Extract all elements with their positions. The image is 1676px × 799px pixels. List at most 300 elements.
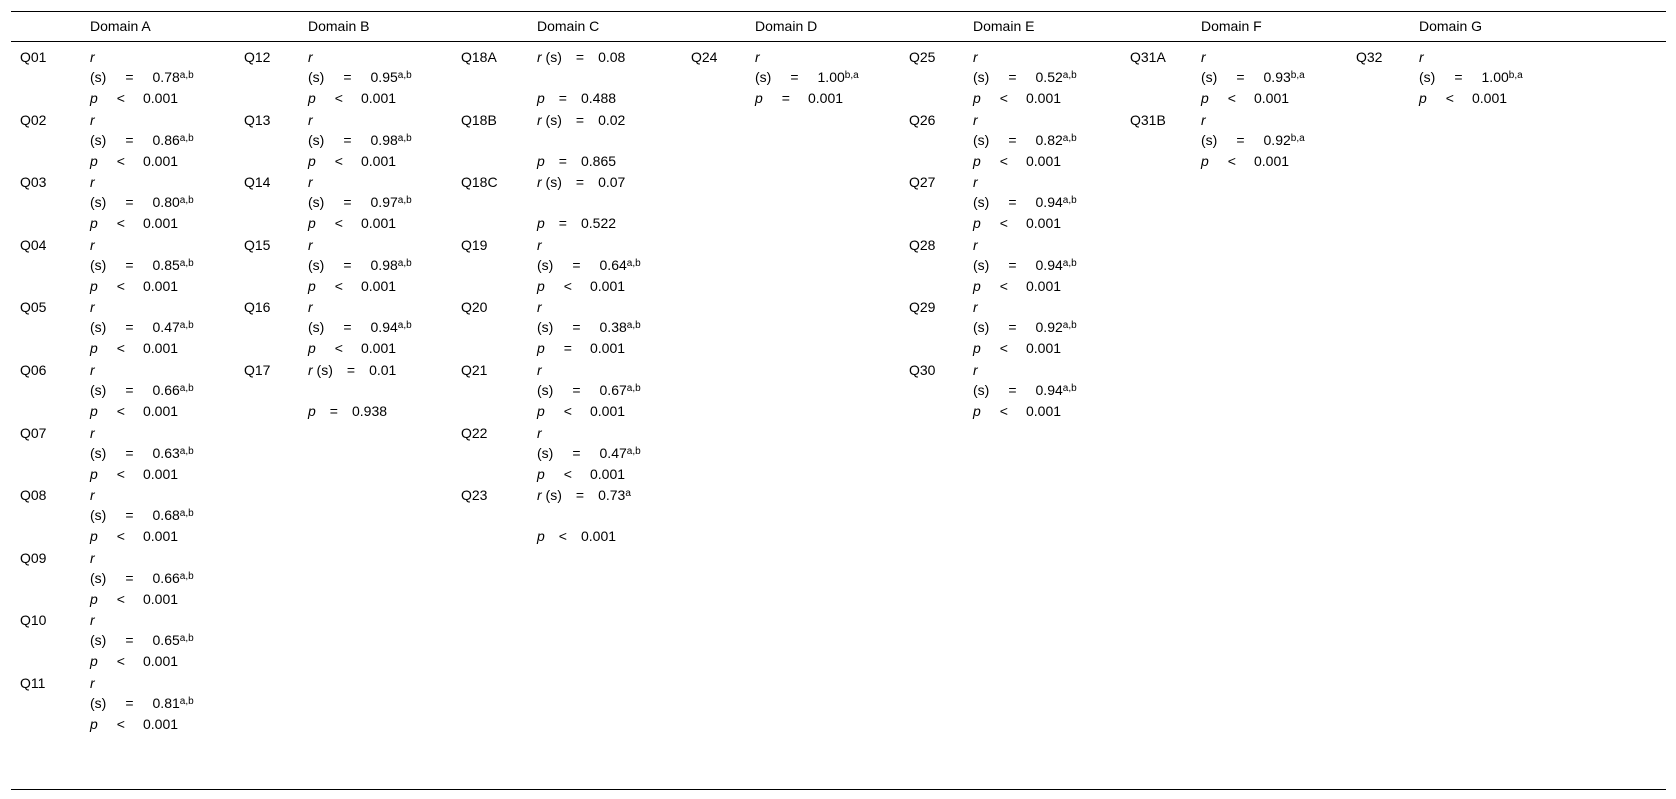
correlation-value: 0.78: [152, 69, 180, 85]
stat-line: [90, 194, 194, 210]
stat-line: [537, 237, 542, 253]
r-symbol: r: [308, 174, 313, 191]
question-id: Q11: [20, 675, 46, 691]
significance-marker: a,b: [179, 257, 194, 269]
r-symbol: r: [90, 236, 95, 253]
significance-marker: a,b: [179, 508, 194, 520]
p-value: 0.001: [142, 215, 179, 232]
stat-line: [537, 487, 631, 503]
table-row: [20, 487, 420, 550]
significance-marker: a,b: [1062, 320, 1077, 332]
table-row: [20, 612, 420, 675]
p-symbol: p: [973, 90, 981, 106]
significance-marker: a: [625, 488, 631, 500]
p-symbol: p: [90, 90, 98, 106]
significance-marker: a,b: [626, 445, 641, 457]
s-label: (s): [308, 319, 325, 336]
table-row: [461, 299, 861, 362]
s-label: (s): [312, 362, 333, 378]
stat-line: [90, 362, 95, 378]
p-value: 0.938: [351, 403, 388, 419]
question-id: Q09: [20, 549, 47, 566]
r-symbol: r: [308, 111, 313, 128]
p-value: 0.001: [589, 403, 626, 419]
p-value: 0.001: [142, 152, 179, 169]
stat-line: [973, 362, 978, 378]
s-label: (s): [90, 256, 107, 273]
comparison-operator: <: [334, 152, 343, 169]
r-symbol: r: [537, 236, 542, 253]
equals-sign: =: [125, 444, 134, 461]
correlation-value: 0.47: [599, 444, 627, 461]
comparison-operator: =: [781, 90, 790, 106]
correlation-value: 0.66: [152, 382, 180, 398]
s-label: (s): [973, 382, 990, 398]
s-label: (s): [541, 174, 562, 191]
stat-line: [90, 487, 95, 503]
r-symbol: r: [1201, 49, 1206, 65]
significance-marker: b,a: [1290, 70, 1305, 81]
s-label: (s): [537, 256, 554, 273]
domain-header-e: Domain E: [973, 18, 1035, 34]
p-value: 0.001: [1253, 152, 1290, 169]
stat-line: [308, 299, 313, 315]
correlation-value: 0.86: [152, 131, 180, 148]
stat-line: [755, 69, 859, 85]
r-symbol: r: [90, 362, 95, 378]
question-id: Q22: [461, 424, 488, 441]
question-id: Q19: [461, 236, 488, 253]
question-id: Q08: [20, 487, 47, 504]
equals-sign: =: [1008, 69, 1017, 85]
equals-sign: =: [125, 194, 134, 211]
stat-line: [308, 403, 387, 419]
table-row: [1356, 49, 1676, 112]
equals-sign: =: [343, 319, 352, 336]
significance-marker: a,b: [179, 445, 194, 457]
p-symbol: p: [537, 528, 545, 545]
p-value: 0.001: [142, 465, 179, 482]
table-row: [909, 174, 1309, 237]
equals-sign: =: [1236, 131, 1245, 148]
equals-sign: =: [1008, 319, 1017, 336]
s-label: (s): [537, 382, 554, 398]
stat-line: [308, 174, 313, 190]
question-id: Q18C: [461, 174, 498, 191]
equals-sign: =: [572, 444, 581, 461]
p-symbol: p: [537, 277, 545, 294]
stat-line: [308, 362, 396, 378]
comparison-operator: <: [334, 340, 343, 357]
comparison-operator: =: [329, 403, 338, 419]
stat-line: [308, 257, 412, 273]
p-symbol: p: [90, 590, 98, 607]
stat-line: [90, 612, 95, 628]
stat-line: [973, 174, 978, 190]
stat-line: [90, 550, 95, 566]
p-symbol: p: [973, 277, 981, 294]
table-row: [909, 362, 1309, 425]
correlation-value: 0.66: [152, 569, 180, 586]
stat-line: [1201, 49, 1206, 65]
stat-line: [90, 49, 95, 65]
stat-line: [90, 466, 178, 482]
correlation-value: 0.93: [1263, 69, 1291, 85]
r-symbol: r: [537, 487, 542, 504]
p-symbol: p: [537, 403, 545, 419]
r-symbol: r: [90, 675, 95, 691]
significance-marker: a,b: [179, 633, 194, 645]
stat-line: [90, 528, 178, 544]
s-label: (s): [308, 194, 325, 211]
stat-line: [90, 340, 178, 356]
stat-line: [308, 132, 412, 148]
stat-line: [973, 299, 978, 315]
correlation-value: 0.82: [1035, 131, 1063, 148]
equals-sign: =: [346, 362, 356, 378]
significance-marker: b,a: [1290, 132, 1305, 144]
question-id: Q18B: [461, 111, 497, 128]
stat-line: [90, 90, 178, 106]
p-symbol: p: [973, 403, 981, 419]
comparison-operator: =: [558, 152, 567, 169]
p-symbol: p: [537, 340, 545, 357]
stat-line: [90, 653, 178, 669]
stat-line: [973, 90, 1061, 106]
question-id: Q28: [909, 236, 936, 253]
correlation-value: 1.00: [1481, 69, 1509, 85]
comparison-operator: <: [563, 465, 572, 482]
correlation-value: 0.38: [599, 319, 627, 336]
stat-line: [90, 445, 194, 461]
correlation-value: 0.94: [370, 319, 398, 336]
p-value: 0.001: [1471, 90, 1508, 106]
correlation-value: 0.07: [598, 174, 626, 191]
stat-line: [537, 112, 625, 128]
significance-marker: a,b: [179, 132, 194, 144]
correlation-value: 0.02: [598, 111, 626, 128]
question-id: Q10: [20, 612, 47, 629]
table-row: [461, 237, 861, 300]
stat-line: [308, 69, 412, 85]
s-label: (s): [541, 49, 562, 65]
significance-marker: a,b: [179, 195, 194, 207]
question-id: Q18A: [461, 49, 497, 65]
r-symbol: r: [308, 236, 313, 253]
s-label: (s): [973, 131, 990, 148]
equals-sign: =: [343, 194, 352, 211]
stat-line: [90, 69, 194, 85]
stat-line: [537, 174, 625, 190]
question-id: Q32: [1356, 49, 1383, 65]
stat-line: [973, 237, 978, 253]
stat-line: [755, 49, 760, 65]
stat-line: [537, 362, 542, 378]
equals-sign: =: [572, 382, 581, 398]
stat-line: [537, 90, 616, 106]
p-value: 0.001: [142, 528, 179, 545]
question-id: Q05: [20, 299, 47, 316]
comparison-operator: <: [116, 590, 125, 607]
r-symbol: r: [973, 362, 978, 378]
r-symbol: r: [90, 299, 95, 316]
p-symbol: p: [308, 277, 316, 294]
p-value: 0.001: [589, 465, 626, 482]
comparison-operator: <: [116, 340, 125, 357]
correlation-value: 0.65: [152, 632, 180, 649]
stat-line: [308, 340, 396, 356]
comparison-operator: <: [999, 403, 1008, 419]
correlation-value: 0.47: [152, 319, 180, 336]
p-value: 0.488: [580, 90, 617, 106]
comparison-operator: <: [334, 90, 343, 106]
table-row: [461, 487, 861, 550]
equals-sign: =: [1454, 69, 1463, 85]
p-value: 0.001: [360, 152, 397, 169]
comparison-operator: <: [116, 277, 125, 294]
stat-line: [1419, 69, 1523, 85]
significance-marker: b,a: [844, 70, 859, 81]
table-row: [461, 112, 861, 175]
comparison-operator: <: [999, 152, 1008, 169]
correlation-value: 0.68: [152, 507, 180, 524]
significance-marker: a,b: [626, 383, 641, 394]
p-value: 0.001: [580, 528, 617, 545]
table-row: [461, 174, 861, 237]
stat-line: [90, 632, 194, 648]
equals-sign: =: [1008, 194, 1017, 211]
equals-sign: =: [790, 69, 799, 85]
s-label: (s): [90, 131, 107, 148]
r-symbol: r: [308, 299, 313, 316]
stat-line: [537, 299, 542, 315]
r-symbol: r: [973, 174, 978, 191]
comparison-operator: <: [999, 90, 1008, 106]
question-id: Q31B: [1130, 111, 1166, 128]
significance-marker: a,b: [397, 320, 412, 332]
question-id: Q03: [20, 174, 47, 191]
significance-marker: a,b: [397, 257, 412, 269]
r-symbol: r: [537, 362, 542, 378]
p-value: 0.001: [360, 215, 397, 232]
r-symbol: r: [537, 111, 542, 128]
stat-line: [308, 153, 396, 169]
r-symbol: r: [1419, 49, 1424, 65]
significance-marker: a,b: [179, 70, 194, 81]
correlation-value: 0.08: [598, 49, 626, 65]
equals-sign: =: [575, 487, 585, 504]
significance-marker: a,b: [1062, 70, 1077, 81]
s-label: (s): [90, 194, 107, 211]
p-symbol: p: [308, 90, 316, 106]
results-table: [11, 11, 1666, 790]
table-row: [20, 425, 420, 488]
stat-line: [90, 507, 194, 523]
correlation-value: 0.92: [1263, 131, 1291, 148]
s-label: (s): [755, 69, 772, 85]
p-value: 0.001: [1025, 403, 1062, 419]
r-symbol: r: [90, 49, 95, 65]
r-symbol: r: [537, 424, 542, 441]
stat-line: [90, 174, 95, 190]
comparison-operator: <: [563, 403, 572, 419]
s-label: (s): [90, 319, 107, 336]
p-value: 0.001: [142, 590, 179, 607]
stat-line: [755, 90, 843, 106]
s-label: (s): [1419, 69, 1436, 85]
significance-marker: a,b: [179, 570, 194, 582]
equals-sign: =: [343, 131, 352, 148]
domain-header-a: Domain A: [90, 18, 151, 34]
equals-sign: =: [343, 69, 352, 85]
stat-line: [90, 112, 95, 128]
stat-line: [90, 591, 178, 607]
s-label: (s): [90, 569, 107, 586]
stat-line: [90, 237, 95, 253]
question-id: Q15: [244, 236, 271, 253]
stat-line: [90, 278, 178, 294]
stat-line: [537, 403, 625, 419]
significance-marker: a,b: [397, 70, 412, 81]
stat-line: [973, 257, 1077, 273]
stat-line: [90, 319, 194, 335]
question-id: Q20: [461, 299, 488, 316]
correlation-value: 0.94: [1035, 382, 1063, 398]
stat-line: [308, 278, 396, 294]
p-value: 0.001: [142, 90, 179, 106]
correlation-value: 0.63: [152, 444, 180, 461]
comparison-operator: <: [334, 277, 343, 294]
r-symbol: r: [90, 549, 95, 566]
equals-sign: =: [125, 256, 134, 273]
r-symbol: r: [537, 174, 542, 191]
significance-marker: a,b: [1062, 383, 1077, 394]
stat-line: [90, 570, 194, 586]
stat-line: [90, 425, 95, 441]
question-id: Q12: [244, 49, 271, 65]
comparison-operator: =: [563, 340, 572, 357]
r-symbol: r: [90, 424, 95, 441]
p-symbol: p: [537, 90, 545, 106]
correlation-value: 0.64: [599, 256, 627, 273]
table-row: [20, 675, 420, 738]
correlation-value: 0.52: [1035, 69, 1063, 85]
comparison-operator: <: [116, 215, 125, 232]
s-label: (s): [537, 319, 554, 336]
stat-line: [973, 215, 1061, 231]
comparison-operator: <: [116, 716, 125, 732]
r-symbol: r: [973, 299, 978, 316]
p-symbol: p: [90, 653, 98, 670]
s-label: (s): [308, 131, 325, 148]
stat-line: [537, 278, 625, 294]
stat-line: [308, 194, 412, 210]
stat-line: [90, 716, 178, 732]
stat-line: [308, 319, 412, 335]
equals-sign: =: [1008, 256, 1017, 273]
stat-line: [973, 382, 1077, 398]
stat-line: [90, 299, 95, 315]
r-symbol: r: [973, 111, 978, 128]
question-id: Q13: [244, 111, 271, 128]
p-symbol: p: [1201, 90, 1209, 106]
table-row: [461, 425, 861, 488]
stat-line: [973, 69, 1077, 85]
r-symbol: r: [537, 49, 542, 65]
equals-sign: =: [575, 111, 585, 128]
r-symbol: r: [1201, 111, 1206, 128]
question-id: Q21: [461, 362, 488, 378]
stat-line: [90, 675, 95, 691]
p-value: 0.001: [1025, 152, 1062, 169]
p-symbol: p: [537, 465, 545, 482]
equals-sign: =: [572, 319, 581, 336]
domain-header-c: Domain C: [537, 18, 600, 34]
r-symbol: r: [308, 362, 313, 378]
p-symbol: p: [90, 215, 98, 232]
significance-marker: a,b: [397, 132, 412, 144]
p-value: 0.001: [1025, 277, 1062, 294]
stat-line: [973, 319, 1077, 335]
significance-marker: a,b: [179, 696, 194, 707]
significance-marker: a,b: [179, 320, 194, 332]
s-label: (s): [973, 319, 990, 336]
comparison-operator: <: [116, 465, 125, 482]
p-symbol: p: [308, 340, 316, 357]
equals-sign: =: [575, 49, 585, 65]
stat-line: [537, 340, 625, 356]
question-id: Q06: [20, 362, 47, 378]
p-symbol: p: [308, 152, 316, 169]
correlation-value: 0.73: [598, 487, 626, 504]
stat-line: [90, 215, 178, 231]
table-row: [20, 550, 420, 613]
p-value: 0.001: [142, 403, 179, 419]
stat-line: [537, 466, 625, 482]
equals-sign: =: [125, 507, 134, 524]
s-label: (s): [1201, 131, 1218, 148]
p-symbol: p: [537, 215, 545, 232]
equals-sign: =: [125, 69, 134, 85]
comparison-operator: =: [558, 215, 567, 232]
comparison-operator: <: [999, 215, 1008, 232]
p-symbol: p: [308, 403, 316, 419]
r-symbol: r: [90, 174, 95, 191]
s-label: (s): [90, 69, 107, 85]
p-symbol: p: [973, 215, 981, 232]
question-id: Q27: [909, 174, 936, 191]
domain-header-g: Domain G: [1419, 18, 1483, 34]
equals-sign: =: [125, 319, 134, 336]
equals-sign: =: [125, 632, 134, 649]
correlation-value: 0.97: [370, 194, 398, 211]
p-symbol: p: [1201, 152, 1209, 169]
stat-line: [308, 215, 396, 231]
r-symbol: r: [90, 487, 95, 504]
comparison-operator: <: [116, 653, 125, 670]
p-value: 0.001: [589, 340, 626, 357]
correlation-value: 0.85: [152, 256, 180, 273]
p-value: 0.001: [142, 716, 179, 732]
question-id: Q01: [20, 49, 47, 65]
table-row: [909, 237, 1309, 300]
question-id: Q29: [909, 299, 936, 316]
comparison-operator: <: [116, 152, 125, 169]
comparison-operator: <: [558, 528, 567, 545]
correlation-value: 0.80: [152, 194, 180, 211]
stat-line: [537, 319, 641, 335]
domain-header-d: Domain D: [755, 18, 818, 34]
